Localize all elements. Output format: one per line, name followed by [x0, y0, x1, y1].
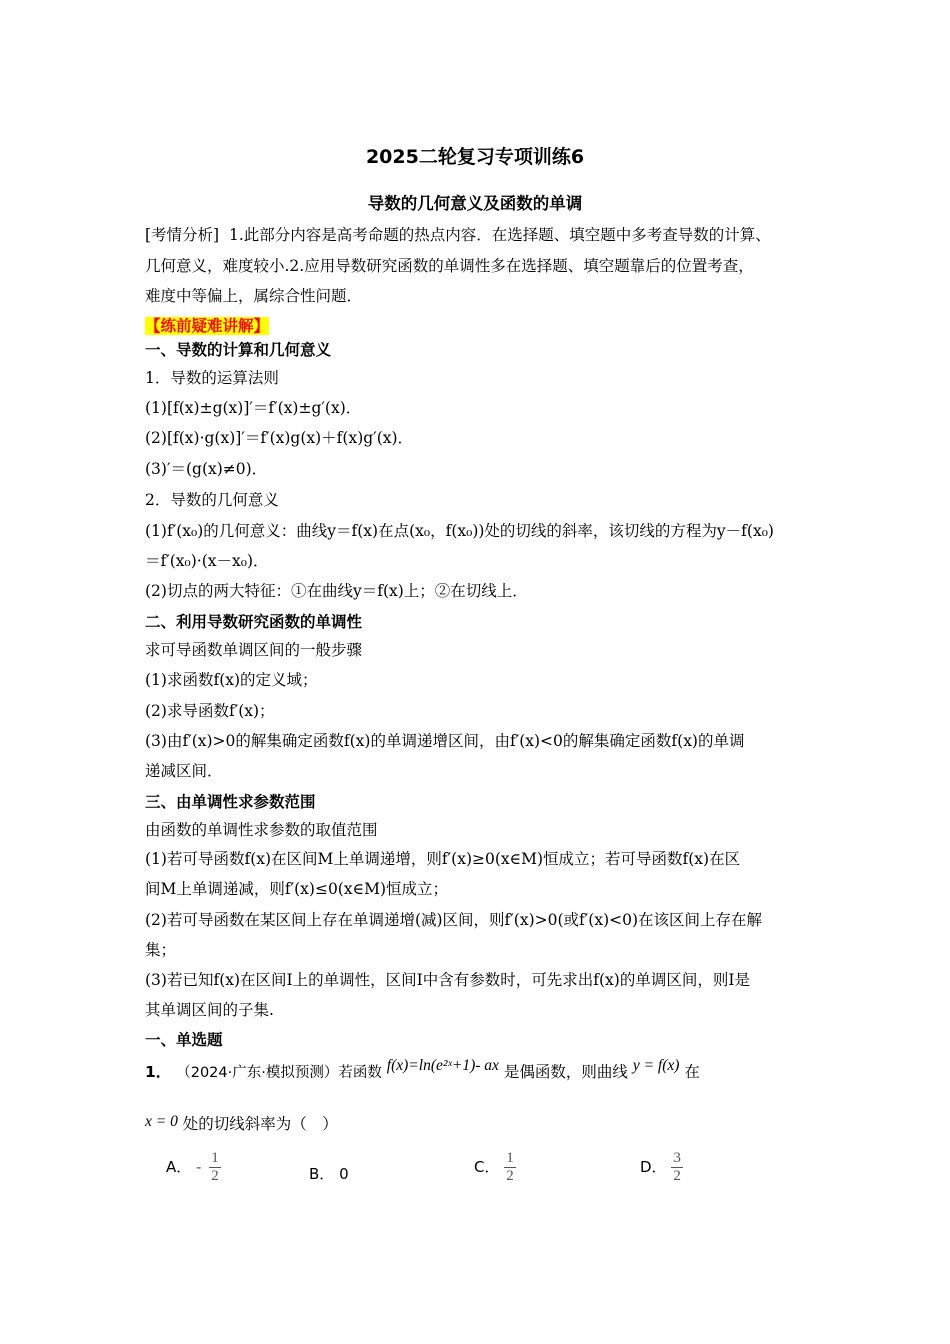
section-1-title: 一、导数的计算和几何意义 — [145, 341, 332, 359]
analysis-text-1: 1.此部分内容是高考命题的热点内容．在选择题、填空题中多考查导数的计算、 — [228, 226, 771, 244]
option-d-numerator: 3 — [673, 1150, 681, 1166]
question-source: （2024·广东·模拟预测）若函数 — [176, 1065, 382, 1081]
s3-item-2b: 集； — [145, 941, 177, 959]
question-number: 1． — [145, 1063, 172, 1081]
option-b[interactable] — [309, 1163, 349, 1184]
s2-step-1: (1)求函数f(x)的定义域； — [145, 671, 318, 689]
s1-rule-3: (3)′＝(g(x)≠0)． — [145, 460, 268, 478]
option-a-sign: - — [196, 1158, 202, 1176]
question-1-line-1 — [145, 1057, 700, 1083]
analysis-label: [考情分析] — [145, 226, 220, 244]
practice-tag-row — [145, 316, 269, 336]
s3-item-1b: 间M上单调递减，则f′(x)≤0(x∈M)恒成立； — [145, 880, 448, 898]
option-d-fraction — [671, 1150, 683, 1185]
s2-p: 求可导函数单调区间的一般步骤 — [145, 641, 363, 659]
option-b-value: 0 — [339, 1165, 349, 1183]
s1-geo-1b: ＝f′(x₀)·(x－x₀)． — [145, 552, 269, 570]
section-3-title: 三、由单调性求参数范围 — [145, 793, 316, 811]
option-c-denominator: 2 — [506, 1168, 514, 1184]
s3-item-3b: 其单调区间的子集. — [145, 1001, 274, 1019]
s1-geo-1a: (1)f′(x₀)的几何意义：曲线y＝f(x)在点(x₀，f(x₀))处的切线的斜率，该切线的方程为y－f(x₀) — [145, 522, 774, 540]
s1-p2: 2．导数的几何意义 — [145, 491, 279, 509]
option-c-label: C． — [474, 1158, 500, 1176]
option-c-numerator: 1 — [506, 1150, 514, 1166]
analysis-line-2: 几何意义，难度较小.2.应用导数研究函数的单调性多在选择题、填空题靠后的位置考查， — [145, 257, 754, 275]
section-2-title: 二、利用导数研究函数的单调性 — [145, 613, 363, 631]
s1-rule-2: (2)[f(x)·g(x)]′＝f′(x)g(x)＋f(x)g′(x)． — [145, 429, 414, 447]
s3-item-2a: (2)若可导函数在某区间上存在单调递增(减)区间，则f′(x)>0(或f′(x)<0)在该区间上存在解 — [145, 911, 763, 929]
option-a[interactable] — [166, 1150, 221, 1185]
page-title: 2025二轮复习专项训练6 — [365, 146, 585, 168]
analysis-line-1 — [145, 225, 771, 245]
question-1-line-2 — [145, 1114, 338, 1135]
s2-step-3a: (3)由f′(x)>0的解集确定函数f(x)的单调递增区间，由f′(x)<0的解集确定函数f(x)的单调 — [145, 732, 745, 750]
option-d[interactable] — [640, 1150, 683, 1185]
question-x-var: x = 0 — [145, 1113, 178, 1130]
question-formula: f(x)=ln(e²ˣ+1)- ax — [386, 1057, 499, 1074]
option-a-label: A． — [166, 1158, 192, 1176]
practice-tag: 【练前疑难讲解】 — [145, 317, 270, 335]
question-line-2-text: 处的切线斜率为（ ） — [182, 1115, 338, 1133]
option-a-fraction — [209, 1150, 221, 1185]
s1-p1: 1．导数的运算法则 — [145, 369, 279, 387]
page-subtitle: 导数的几何意义及函数的单调 — [367, 194, 583, 213]
option-a-denominator: 2 — [211, 1168, 219, 1184]
question-section-title: 一、单选题 — [145, 1031, 223, 1049]
option-c[interactable] — [474, 1150, 516, 1185]
option-a-numerator: 1 — [211, 1150, 219, 1166]
option-b-label: B． — [309, 1165, 335, 1183]
s3-item-3a: (3)若已知f(x)在区间I上的单调性，区间I中含有参数时，可先求出f(x)的单调区间，则I是 — [145, 971, 750, 989]
question-end: 在 — [684, 1063, 700, 1081]
question-curve: y = f(x) — [632, 1057, 680, 1074]
question-mid: 是偶函数，则曲线 — [503, 1063, 628, 1081]
s1-rule-1: (1)[f(x)±g(x)]′＝f′(x)±g′(x)． — [145, 399, 362, 417]
s2-step-2: (2)求导函数f′(x)； — [145, 702, 275, 720]
analysis-line-3: 难度中等偏上，属综合性问题． — [145, 287, 363, 305]
option-d-denominator: 2 — [673, 1168, 681, 1184]
s3-item-1a: (1)若可导函数f(x)在区间M上单调递增，则f′(x)≥0(x∈M)恒成立；若可导函数f(x)在区 — [145, 850, 741, 868]
s2-step-3b: 递减区间． — [145, 762, 223, 780]
s3-p: 由函数的单调性求参数的取值范围 — [145, 821, 378, 839]
s1-geo-2: (2)切点的两大特征：①在曲线y＝f(x)上；②在切线上． — [145, 582, 528, 600]
option-c-fraction — [504, 1150, 516, 1185]
option-d-label: D． — [640, 1158, 667, 1176]
